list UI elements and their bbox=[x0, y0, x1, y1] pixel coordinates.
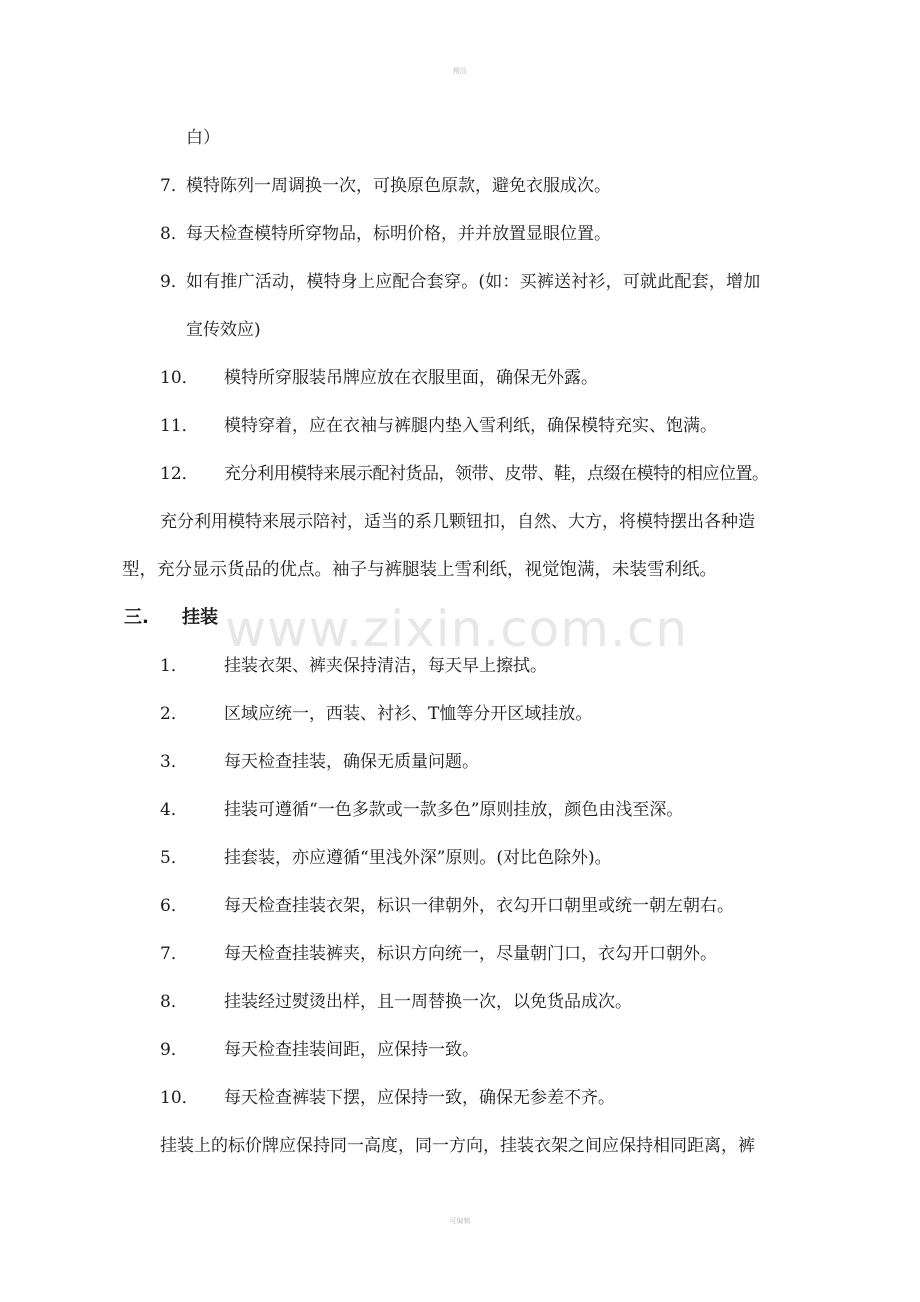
item-text: 挂装经过熨烫出样，且一周替换一次，以免货品成次。 bbox=[224, 992, 632, 1012]
item-number: 7． bbox=[160, 944, 188, 964]
watermark: www.zixin.com.cn bbox=[225, 600, 689, 658]
item-text: 挂套装，亦应遵循“里浅外深”原则。(对比色除外)。 bbox=[224, 848, 612, 868]
item-number: 6． bbox=[160, 896, 188, 916]
section-number: 三. bbox=[124, 607, 149, 628]
item-text: 充分利用模特来展示配衬货品，领带、皮带、鞋，点缀在模特的相应位置。 bbox=[224, 464, 769, 484]
item-number: 10． bbox=[160, 1088, 199, 1108]
header-mark: 精品 bbox=[453, 67, 467, 75]
item-text: 模特所穿服装吊牌应放在衣服里面，确保无外露。 bbox=[224, 368, 598, 388]
item-number: 8． bbox=[160, 992, 188, 1012]
item-text: 模特陈列一周调换一次，可换原色原款，避免衣服成次。 bbox=[186, 176, 611, 196]
footer-mark: 可编辑 bbox=[449, 1217, 471, 1225]
paragraph-line: 充分利用模特来展示陪衬，适当的系几颗钮扣，自然、大方，将模特摆出各种造 bbox=[160, 512, 755, 532]
item-text: 挂装可遵循“一色多款或一款多色”原则挂放，颜色由浅至深。 bbox=[224, 800, 684, 820]
item-number: 10． bbox=[160, 368, 199, 388]
item-text: 每天检查挂装，确保无质量问题。 bbox=[224, 752, 479, 772]
item-text: 每天检查裤装下摆，应保持一致，确保无参差不齐。 bbox=[224, 1088, 615, 1108]
item-number: 9． bbox=[160, 1040, 188, 1060]
item-text: 每天检查挂装间距，应保持一致。 bbox=[224, 1040, 479, 1060]
item-text: 模特穿着，应在衣袖与裤腿内垫入雪利纸，确保模特充实、饱满。 bbox=[224, 416, 717, 436]
item-number: 5． bbox=[160, 848, 188, 868]
item-number: 1． bbox=[160, 656, 188, 676]
list-item-9-continuation: 宣传效应) bbox=[186, 320, 261, 340]
item-text: 每天检查挂装裤夹，标识方向统一，尽量朝门口，衣勾开口朝外。 bbox=[224, 944, 717, 964]
item-text: 每天检查挂装衣架，标识一律朝外，衣勾开口朝里或统一朝左朝右。 bbox=[224, 896, 734, 916]
item-text: 如有推广活动，模特身上应配合套穿。(如：买裤送衬衫，可就此配套，增加 bbox=[186, 272, 761, 292]
item-number: 9． bbox=[160, 272, 188, 292]
item-text: 区域应统一，西装、衬衫、T恤等分开区域挂放。 bbox=[224, 704, 593, 724]
item-number: 7． bbox=[160, 176, 188, 196]
continuation-line: 白） bbox=[186, 128, 220, 148]
item-number: 12． bbox=[160, 464, 199, 484]
paragraph-line: 型，充分显示货品的优点。袖子与裤腿装上雪利纸，视觉饱满，未装雪利纸。 bbox=[122, 560, 717, 580]
item-number: 11． bbox=[160, 416, 199, 436]
paragraph-line: 挂装上的标价牌应保持同一高度，同一方向，挂装衣架之间应保持相同距离，裤 bbox=[160, 1136, 755, 1156]
section-title: 挂装 bbox=[182, 607, 218, 628]
item-number: 8． bbox=[160, 224, 188, 244]
item-number: 3． bbox=[160, 752, 188, 772]
item-number: 4． bbox=[160, 800, 188, 820]
item-text: 挂装衣架、裤夹保持清洁，每天早上擦拭。 bbox=[224, 656, 547, 676]
item-text: 每天检查模特所穿物品，标明价格，并并放置显眼位置。 bbox=[186, 224, 611, 244]
item-number: 2． bbox=[160, 704, 188, 724]
